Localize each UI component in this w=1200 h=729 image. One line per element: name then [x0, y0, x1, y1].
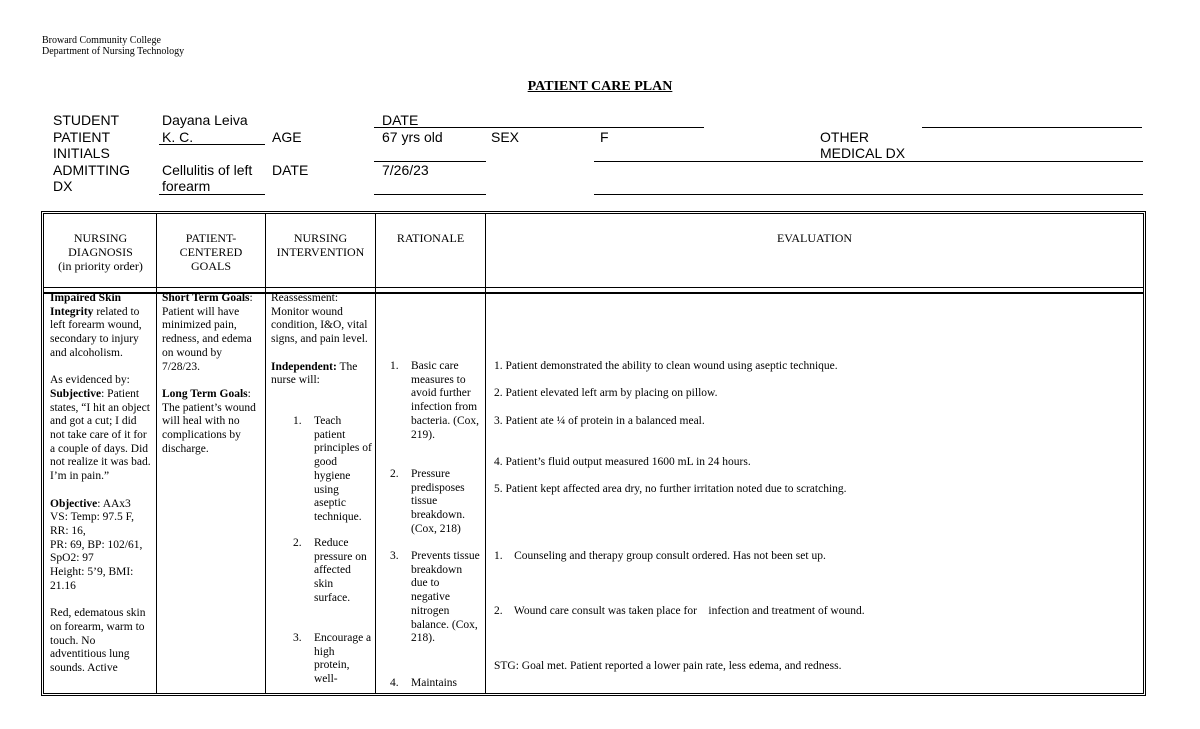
column-header-line: NURSING [293, 231, 348, 245]
column-header-line: CENTERED [179, 245, 243, 259]
column-divider [265, 214, 266, 693]
intervention-item: Reduce pressure on affected skin surface. [314, 537, 367, 604]
column-header-line: GOALS [190, 259, 231, 273]
student-value: Dayana Leiva [162, 112, 248, 128]
objective-label: Objective [50, 497, 98, 510]
column-header-line: INTERVENTION [276, 245, 365, 259]
department-name: Department of Nursing Technology [42, 46, 185, 57]
student-label: STUDENT [53, 112, 120, 128]
patient-initials-value: K. C. [162, 129, 194, 145]
column-header-rationale: RATIONALE [396, 231, 465, 245]
intervention-number: 2. [293, 537, 302, 549]
date-underline [374, 127, 704, 128]
age-value: 67 yrs old [382, 129, 443, 145]
column-header-evaluation: EVALUATION [776, 231, 853, 245]
evaluation-item: 1. Patient demonstrated the ability to clean wound using aseptic technique. [494, 360, 838, 372]
intervention-number: 3. [293, 632, 302, 644]
reassessment-text: Reassessment: Monitor wound condition, I&O, vital signs, and pain level. [271, 292, 368, 346]
column-header-goals [157, 231, 265, 273]
blank-underline [922, 127, 1142, 128]
evaluation-item: 1. Counseling and therapy group consult ordered. Has not been set up. [494, 550, 826, 562]
long-term-goals-label: Long Term Goals [162, 387, 248, 400]
other-label: OTHER [820, 129, 869, 145]
date2-value: 7/26/23 [382, 162, 429, 178]
rationale-number: 4. [390, 677, 399, 689]
objective-text: : AAx3 [97, 497, 131, 510]
column-header-line: NURSING [73, 231, 128, 245]
subjective-text: : Patient states, “I hit an object and got a cut; I did not take care of it for a couple of days. Did not realize it was bad. I’m in pain.” [50, 387, 151, 483]
rationale-number: 1. [390, 360, 399, 372]
long-term-goals-text: : The patient’s wound will heal with no complications by discharge. [162, 387, 256, 455]
rationale-item: Prevents tissue breakdown due to negative nitrogen balance. (Cox, 218). [411, 550, 480, 645]
patient-label: PATIENT [53, 129, 111, 145]
intervention-item: Encourage a high protein, well- [314, 632, 372, 686]
evaluation-item: 3. Patient ate ¼ of protein in a balanced meal. [494, 415, 705, 427]
college-name: Broward Community College [42, 35, 161, 46]
evaluation-stg-result: STG: Goal met. Patient reported a lower pain rate, less edema, and redness. [494, 660, 842, 672]
vitals-line: RR: 16, [50, 524, 86, 537]
admitting-dx-value-1: Cellulitis of left [162, 162, 253, 178]
findings-text: Red, edematous skin on forearm, warm to touch. No adventitious lung sounds. Active [50, 607, 146, 674]
vitals-line: Height: 5’9, BMI: [50, 566, 134, 579]
vitals-line: VS: Temp: 97.5 F, [50, 511, 135, 524]
vitals-line: SpO2: 97 [50, 552, 94, 565]
column-header-intervention [266, 231, 375, 259]
evaluation-item: 2. Wound care consult was taken place for infection and treatment of wound. [494, 605, 865, 617]
date-label: DATE [382, 112, 419, 128]
patient-underline [159, 144, 265, 145]
date2-label: DATE [272, 162, 309, 178]
column-divider [485, 214, 486, 693]
dx-label: DX [53, 178, 73, 194]
goals-cell [162, 292, 262, 456]
vitals-line: PR: 69, BP: 102/61, [50, 538, 143, 551]
diagnosis-cell [50, 292, 153, 676]
sex-value: F [600, 129, 609, 145]
rationale-number: 3. [390, 550, 399, 562]
other-dx-underline [594, 161, 1143, 162]
rationale-item: Basic care measures to avoid further infection from bacteria. (Cox, 219). [411, 360, 480, 441]
date2-underline [374, 194, 486, 195]
evaluation-item: 4. Patient’s fluid output measured 1600 mL in 24 hours. [494, 456, 751, 468]
initials-label: INITIALS [53, 145, 110, 161]
evidenced-by: As evidenced by: [50, 374, 130, 387]
diagnosis-related: related to left forearm wound, secondary to injury and alcoholism. [50, 305, 142, 359]
short-term-goals-text: : Patient will have minimized pain, redness, and edema on wound by 7/28/23. [162, 292, 253, 373]
intervention-item: Teach patient principles of good hygiene using aseptic technique. [314, 415, 372, 523]
evaluation-item: 5. Patient kept affected area dry, no further irritation noted due to scratching. [494, 483, 847, 495]
column-header-line: DIAGNOSIS [68, 245, 133, 259]
admitting-dx-value-2: forearm [162, 178, 211, 194]
column-header-line: PATIENT- [185, 231, 237, 245]
independent-label: Independent: [271, 360, 337, 373]
page-title: PATIENT CARE PLAN [527, 79, 673, 94]
medical-dx-label: MEDICAL DX [820, 145, 906, 161]
blank-underline-2 [594, 194, 1143, 195]
evaluation-item: 2. Patient elevated left arm by placing on pillow. [494, 387, 718, 399]
column-header-diagnosis [46, 231, 155, 273]
intervention-cell [271, 292, 373, 388]
column-divider [156, 214, 157, 693]
intervention-number: 1. [293, 415, 302, 427]
short-term-goals-label: Short Term Goals [162, 292, 250, 304]
admitting-label: ADMITTING [53, 162, 130, 178]
vitals-line: 21.16 [50, 579, 76, 592]
column-divider [375, 214, 376, 693]
independent-text: The nurse will: [271, 360, 358, 387]
rationale-number: 2. [390, 468, 399, 480]
rationale-item: Maintains [411, 677, 457, 689]
age-label: AGE [272, 129, 302, 145]
column-header-line: (in priority order) [58, 259, 143, 273]
admitting-underline [159, 194, 265, 195]
diagnosis-title: Impaired Skin Integrity [50, 292, 122, 318]
subjective-label: Subjective [50, 387, 102, 400]
sex-label: SEX [491, 129, 520, 145]
rationale-item: Pressure predisposes tissue breakdown. (Cox, 218) [411, 468, 465, 535]
